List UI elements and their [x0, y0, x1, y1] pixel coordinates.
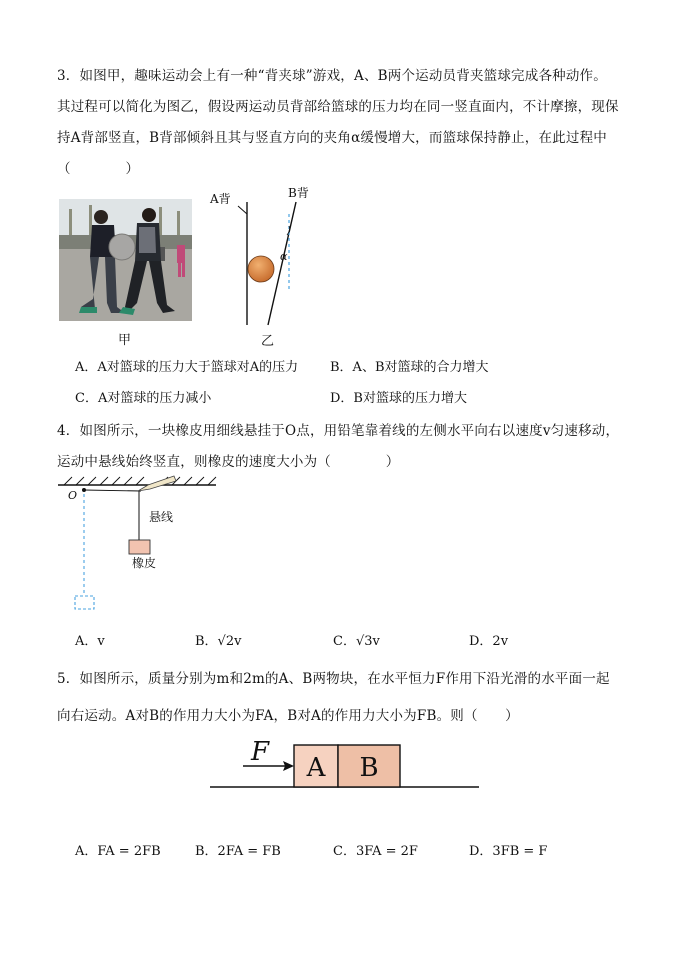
q4-figure: [58, 470, 228, 615]
q4-option-C: C．√3v: [333, 634, 380, 649]
q5-option-C: C．3FA = 2F: [333, 844, 418, 859]
pencil: [138, 476, 176, 491]
q3-fig-jia-caption: 甲: [118, 333, 132, 348]
q5-option-A: A．FA = 2FB: [75, 844, 161, 859]
q3-line-2: 其过程可以简化为图乙，假设两运动员背部给篮球的压力均在同一竖直面内，不计摩擦，现保: [57, 99, 619, 115]
q4-option-A: A．v: [75, 634, 105, 649]
label-O: O: [68, 489, 78, 502]
q3-option-C: C．A对篮球的压力减小: [75, 391, 212, 406]
q4-option-D: D．2v: [469, 634, 509, 649]
q4-option-B: B．√2v: [195, 634, 242, 649]
q3-option-A: A．A对篮球的压力大于篮球对A的压力: [75, 360, 299, 375]
string-horizontal: [84, 490, 141, 491]
q3-fig-yi: [200, 180, 330, 330]
q3-option-D: D．B对篮球的压力增大: [330, 391, 467, 406]
q4-line-1: 4．如图所示，一块橡皮用细线悬挂于O点，用铅笔靠着线的左侧水平向右以速度v匀速移动，: [57, 423, 620, 439]
q5-option-D: D．3FB = F: [469, 844, 548, 859]
initial-eraser-dashed: [75, 596, 94, 609]
label-eraser: 橡皮: [132, 556, 157, 570]
force-label-F: F: [251, 737, 270, 767]
q3-line-3: 持A背部竖直，B背部倾斜且其与竖直方向的夹角α缓慢增大，而篮球保持静止，在此过程中: [57, 130, 607, 146]
label-B-back: B背: [288, 186, 309, 200]
q3-line-1: 3．如图甲，趣味运动会上有一种“背夹球”游戏，A、B两个运动员背夹篮球完成各种动作。: [57, 68, 607, 84]
label-string: 悬线: [149, 510, 174, 524]
block-A-label: A: [306, 753, 326, 783]
basketball-ball: [248, 256, 274, 282]
q5-line-2: 向右运动。A对B的作用力大小为FA，B对A的作用力大小为FB。则（ ）: [57, 708, 519, 724]
q3-line-4: （ ）: [57, 161, 140, 177]
eraser: [129, 540, 150, 554]
q3-option-B: B．A、B对篮球的合力增大: [330, 360, 489, 375]
block-B-label: B: [359, 753, 379, 783]
label-alpha: α: [280, 250, 288, 263]
q5-line-1: 5．如图所示，质量分别为m和2m的A、B两物块，在水平恒力F作用下沿光滑的水平面一起: [57, 671, 610, 687]
q3-photo-illustration: [59, 199, 192, 321]
q3-photo-jia: [59, 199, 192, 321]
q5-figure: [205, 730, 485, 792]
q4-line-2: 运动中悬线始终竖直，则橡皮的速度大小为（ ）: [57, 454, 400, 470]
q3-fig-yi-caption: 乙: [261, 334, 275, 349]
q5-option-B: B．2FA = FB: [195, 844, 281, 859]
label-A-back: A背: [210, 192, 231, 206]
